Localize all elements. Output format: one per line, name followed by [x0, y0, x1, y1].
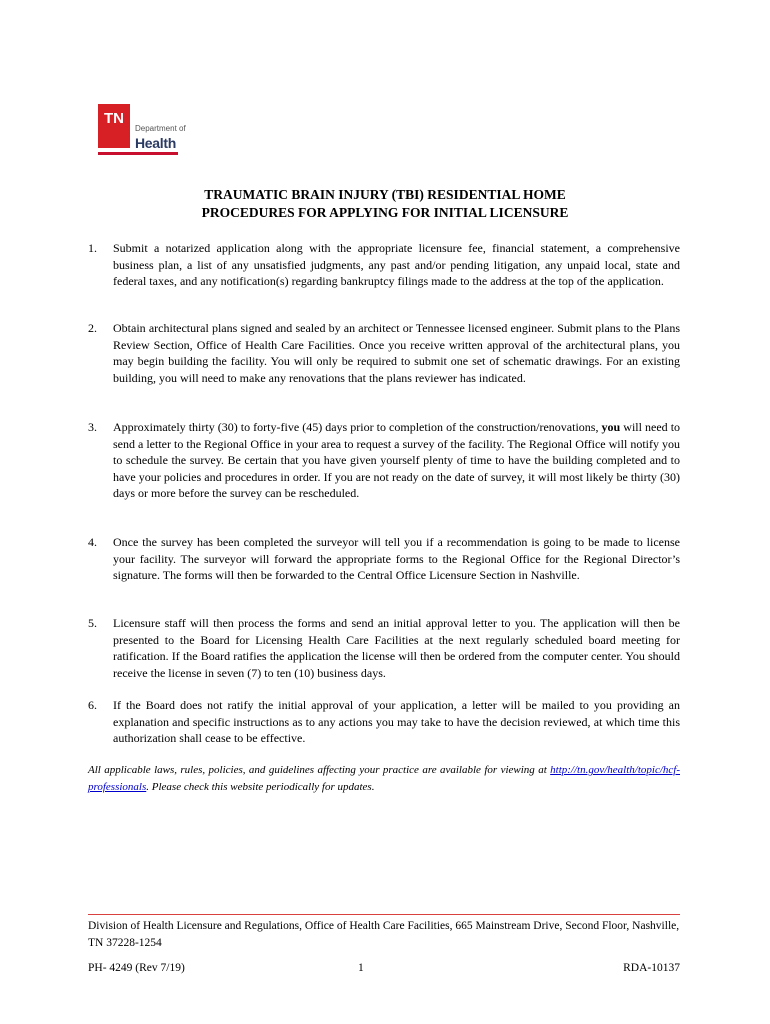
list-item-text: Obtain architectural plans signed and sealed by an architect or Tennessee licensed engineer. Submit plans to the Plans Review Section, Office of Health Care Facilities. Once you receive written approval of the architectural plans, you may begin building the facility. You will only be required to submit one set of schematic drawings. For an existing building, you will need to make any renovations that the plans reviewer has indicated.: [113, 321, 680, 385]
logo-department-text: Department of: [135, 124, 186, 133]
list-item-number: 1.: [88, 241, 97, 255]
list-item-text: Once the survey has been completed the surveyor will tell you if a recommendation is going to be made to license your facility. The surveyor will forward the appropriate forms to the Regional Office for the Regional Director’s signature. The forms will then be forwarded to the Central Office Licensure Section in Nashville.: [113, 535, 680, 583]
list-item-number: 3.: [88, 420, 97, 434]
rda-code: RDA-10137: [623, 962, 680, 974]
logo-health-text: Health: [135, 135, 176, 151]
logo-underline: [98, 152, 178, 155]
document-title-line1: TRAUMATIC BRAIN INJURY (TBI) RESIDENTIAL HOME: [204, 187, 566, 202]
note-text: All applicable laws, rules, policies, and guidelines affecting your practice are available for viewing at: [88, 764, 547, 776]
page-number: 1: [358, 962, 364, 974]
footer-address: Division of Health Licensure and Regulations, Office of Health Care Facilities, 665 Mainstream Drive, Second Floor, Nashville, TN 37228-1254: [88, 920, 680, 949]
list-item-number: 4.: [88, 535, 97, 549]
list-item-number: 6.: [88, 698, 97, 712]
list-item-number: 5.: [88, 616, 97, 630]
document-title-line2: PROCEDURES FOR APPLYING FOR INITIAL LICENSURE: [201, 205, 569, 220]
list-item: [88, 419, 680, 502]
tn-badge: TN: [98, 104, 130, 148]
list-item: [88, 534, 680, 584]
list-item-text-rest: will need to send a letter to the Regional Office in your area to request a survey of the facility. The Regional Office will notify you to schedule the survey. Be certain that you have given yourself plenty of time to have the building completed and to have your policies and procedures in order. If you are not ready on the date of survey, it will most likely be thirty (30) days or more before the survey can be rescheduled.: [113, 420, 681, 501]
footer-divider: [88, 914, 680, 915]
hcf-professionals-link[interactable]: http://tn.gov/health/topic/hcf-professionals: [88, 764, 680, 793]
emphasis-you: you: [601, 420, 621, 434]
list-item-text: If the Board does not ratify the initial approval of your application, a letter will be mailed to you providing an explanation and specific instructions as to any actions you may take to have the decision reviewed, at which time this authorization shall cease to be effective.: [113, 698, 680, 746]
list-item: [88, 615, 680, 681]
form-number: PH- 4249 (Rev 7/19): [88, 962, 185, 974]
list-item-number: 2.: [88, 321, 97, 335]
list-item-text: [113, 419, 680, 502]
list-item-text: Submit a notarized application along with the appropriate licensure fee, financial statement, a comprehensive business plan, a list of any unsatisfied judgments, any past and/or pending litigation, any unpaid local, state and federal taxes, and any notification(s) regarding bankruptcy filings made to the address at the top of the application.: [113, 241, 680, 289]
list-item: [88, 320, 680, 386]
list-item-text-pre: Approximately thirty (30) to forty-five (45) days prior to completion of the construction/renovations,: [113, 420, 599, 434]
list-item: [88, 240, 680, 290]
list-item-text: Licensure staff will then process the forms and send an initial approval letter to you. The application will then be presented to the Board for Licensing Health Care Facilities at the next regularly scheduled board meeting for ratification. If the Board ratifies the application the license will then be ordered from the computer center. You should receive the license in seven (7) to ten (10) business days.: [113, 616, 680, 680]
list-item: [88, 697, 680, 747]
tn-health-logo: [98, 104, 198, 156]
regulations-note: [88, 762, 680, 795]
note-text-post: . Please check this website periodically for updates.: [146, 780, 375, 793]
